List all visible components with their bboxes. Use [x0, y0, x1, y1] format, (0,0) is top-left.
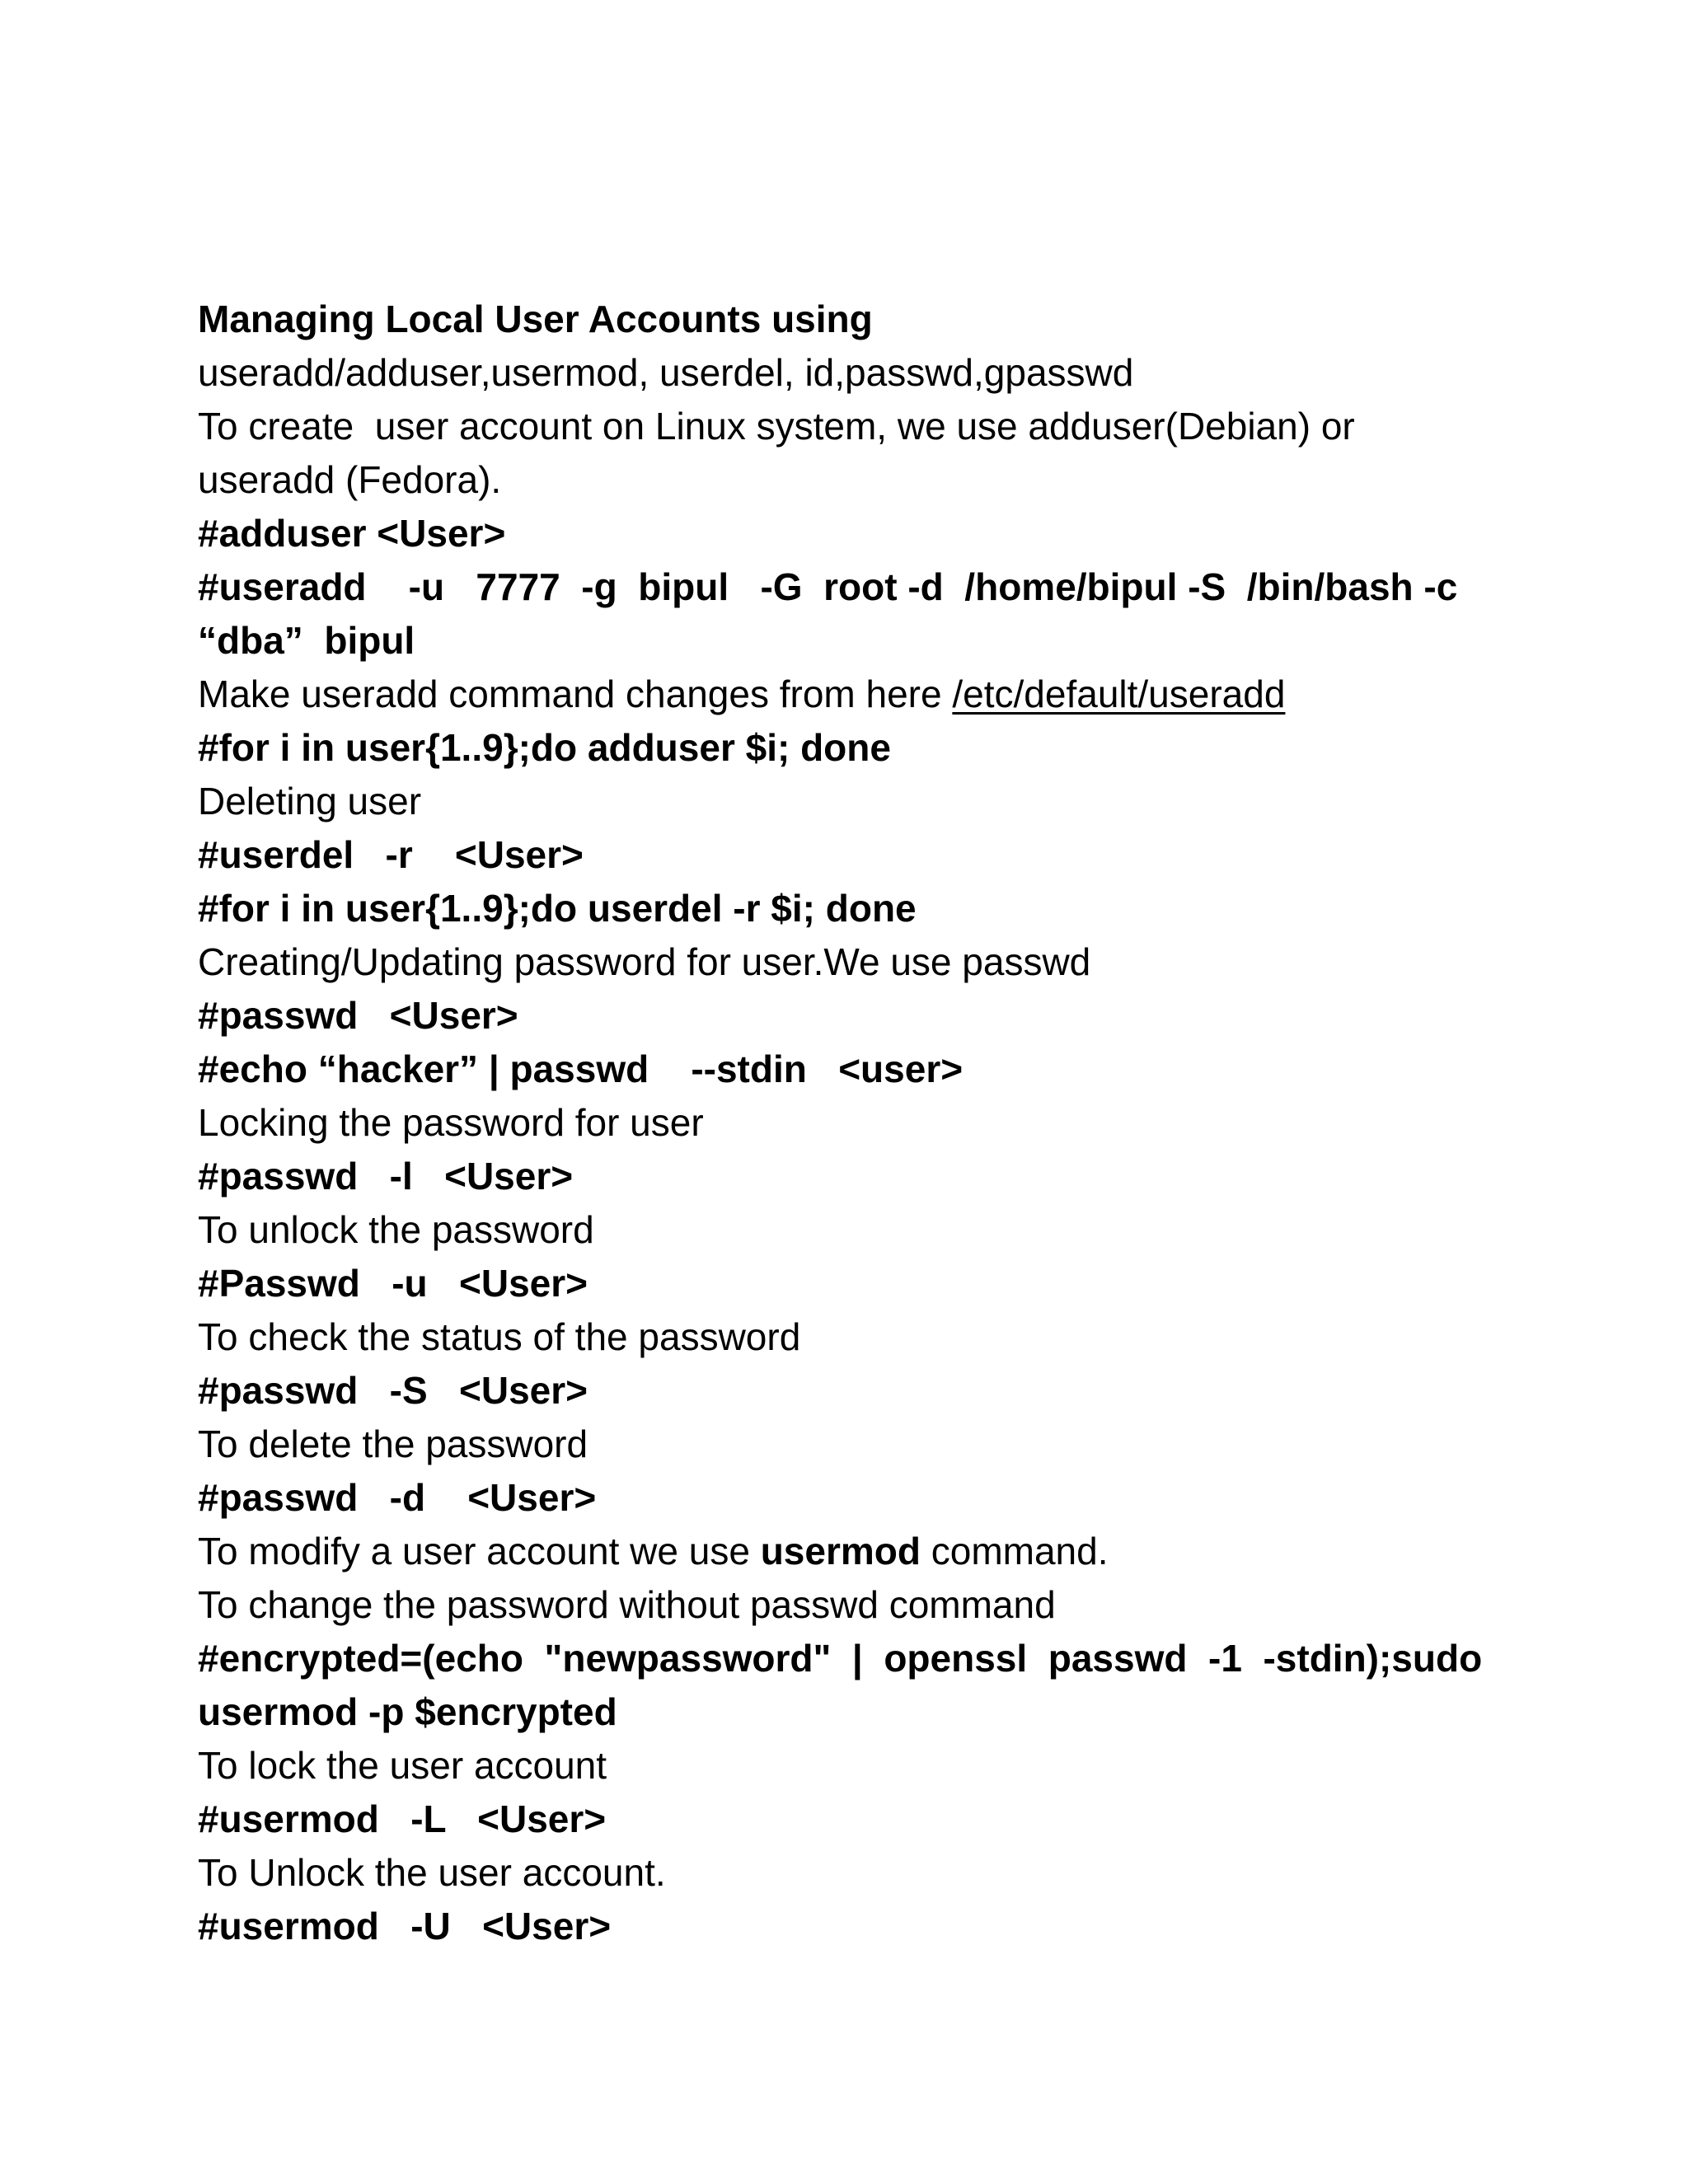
- document-body: [198, 293, 1500, 1953]
- command-usermod-lock: #usermod -L <User>: [198, 1797, 607, 1840]
- command-usermod-unlock: #usermod -U <User>: [198, 1905, 612, 1947]
- command-echo-passwd: #echo “hacker” | passwd --stdin <user>: [198, 1047, 964, 1090]
- useradd-note-text: Make useradd command changes from here: [198, 673, 953, 715]
- change-password-text: To change the password without passwd command: [198, 1583, 1056, 1626]
- command-passwd-unlock: #Passwd -u <User>: [198, 1262, 588, 1305]
- command-passwd-delete: #passwd -d <User>: [198, 1476, 597, 1519]
- lock-account-text: To lock the user account: [198, 1744, 607, 1787]
- delete-password-text: To delete the password: [198, 1422, 588, 1465]
- deleting-user-text: Deleting user: [198, 780, 422, 823]
- creating-password-text: Creating/Updating password for user.We use passwd: [198, 940, 1091, 983]
- usermod-intro-before: To modify a user account we use: [198, 1530, 761, 1572]
- document-subtitle: useradd/adduser,usermod, userdel, id,passwd,gpasswd: [198, 351, 1134, 394]
- command-for-userdel: #for i in user{1..9};do userdel -r $i; done: [198, 887, 917, 930]
- locking-password-text: Locking the password for user: [198, 1101, 704, 1144]
- unlock-password-text: To unlock the password: [198, 1208, 594, 1251]
- command-useradd: #useradd -u 7777 -g bipul -G root -d /home/bipul -S /bin/bash -c “dba” bipul: [198, 565, 1469, 662]
- useradd-config-link[interactable]: /etc/default/useradd: [952, 673, 1286, 715]
- check-status-text: To check the status of the password: [198, 1315, 801, 1358]
- useradd-note: [198, 668, 1500, 721]
- usermod-intro: [198, 1525, 1500, 1578]
- command-passwd: #passwd <User>: [198, 994, 518, 1037]
- command-encrypted: #encrypted=(echo "newpassword" | openssl passwd -1 -stdin);sudo usermod -p $encrypted: [198, 1637, 1493, 1733]
- command-for-adduser: #for i in user{1..9};do adduser $i; done: [198, 726, 891, 769]
- intro-paragraph: To create user account on Linux system, we use adduser(Debian) or useradd (Fedora).: [198, 405, 1366, 501]
- command-passwd-status: #passwd -S <User>: [198, 1369, 588, 1412]
- command-userdel: #userdel -r <User>: [198, 833, 584, 876]
- usermod-intro-bold: usermod: [760, 1530, 921, 1572]
- document-title: Managing Local User Accounts using: [198, 298, 873, 340]
- unlock-account-text: To Unlock the user account.: [198, 1851, 666, 1894]
- command-adduser: #adduser <User>: [198, 512, 506, 555]
- usermod-intro-after: command.: [920, 1530, 1109, 1572]
- command-passwd-lock: #passwd -l <User>: [198, 1155, 574, 1197]
